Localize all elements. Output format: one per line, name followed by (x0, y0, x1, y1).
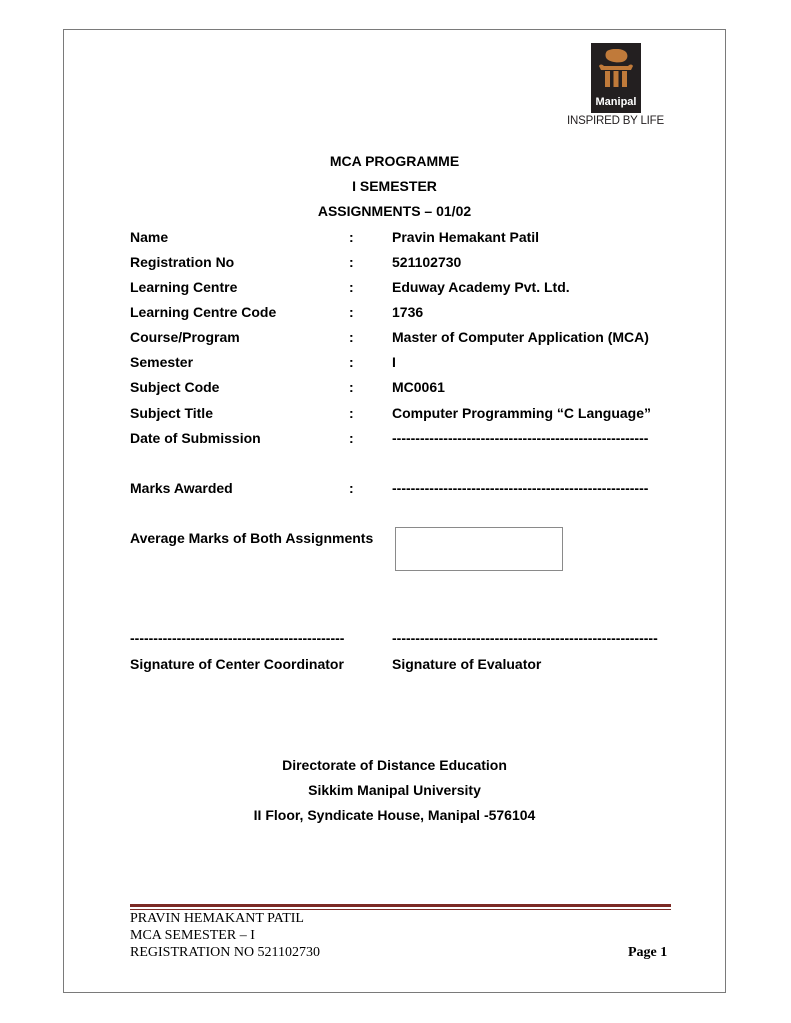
field-colon: : (349, 254, 354, 270)
semester-title: I SEMESTER (352, 178, 437, 194)
field-value: MC0061 (392, 379, 445, 395)
page-number: Page 1 (628, 945, 668, 960)
field-label: Registration No (130, 254, 235, 270)
field-colon: : (349, 405, 354, 421)
field-value: Pravin Hemakant Patil (392, 229, 540, 245)
coordinator-signature-line: ---------------------------------------------- (130, 630, 345, 646)
field-blank-line: ------------------------------------------------------- (392, 480, 649, 496)
field-value: Eduway Academy Pvt. Ltd. (392, 279, 570, 295)
field-value: 521102730 (392, 254, 462, 270)
field-colon: : (349, 279, 354, 295)
logo-emblem-icon (598, 49, 634, 93)
field-colon: : (349, 480, 354, 496)
field-label: Subject Code (130, 379, 220, 395)
field-value: Master of Computer Application (MCA) (392, 329, 649, 345)
evaluator-signature-label: Signature of Evaluator (392, 656, 542, 672)
programme-title: MCA PROGRAMME (329, 153, 460, 169)
field-label: Date of Submission (130, 430, 261, 446)
footer-rule-thin (130, 909, 671, 910)
field-colon: : (349, 379, 354, 395)
field-blank-line: ------------------------------------------------------- (392, 430, 649, 446)
footer-student-name: PRAVIN HEMAKANT PATIL (130, 911, 304, 926)
field-value: I (392, 354, 396, 370)
field-label: Course/Program (130, 329, 240, 345)
footer-registration: REGISTRATION NO 521102730 (130, 945, 321, 960)
field-label: Subject Title (130, 405, 213, 421)
average-marks-box (395, 527, 563, 571)
field-label: Name (130, 229, 169, 245)
field-colon: : (349, 354, 354, 370)
field-label: Semester (130, 354, 194, 370)
coordinator-signature-label: Signature of Center Coordinator (130, 656, 344, 672)
evaluator-signature-line: --------------------------------------------------------- (392, 630, 658, 646)
address-line-1: Directorate of Distance Education (282, 757, 507, 773)
manipal-logo (591, 43, 641, 113)
field-label: Marks Awarded (130, 480, 233, 496)
average-marks-label: Average Marks of Both Assignments (130, 530, 374, 546)
footer-rule (130, 904, 671, 907)
field-colon: : (349, 329, 354, 345)
field-label: Learning Centre Code (130, 304, 277, 320)
address-line-3: II Floor, Syndicate House, Manipal -576104 (253, 807, 536, 823)
page-border (63, 29, 726, 993)
logo-wordmark: Manipal (595, 96, 637, 108)
assignments-title: ASSIGNMENTS – 01/02 (317, 203, 472, 219)
field-label: Learning Centre (130, 279, 238, 295)
field-colon: : (349, 304, 354, 320)
field-colon: : (349, 430, 354, 446)
field-value: 1736 (392, 304, 424, 320)
address-line-2: Sikkim Manipal University (308, 782, 481, 798)
footer-semester: MCA SEMESTER – I (130, 928, 255, 943)
logo-tagline: INSPIRED BY LIFE (567, 115, 664, 127)
field-value: Computer Programming “C Language” (392, 405, 652, 421)
field-colon: : (349, 229, 354, 245)
